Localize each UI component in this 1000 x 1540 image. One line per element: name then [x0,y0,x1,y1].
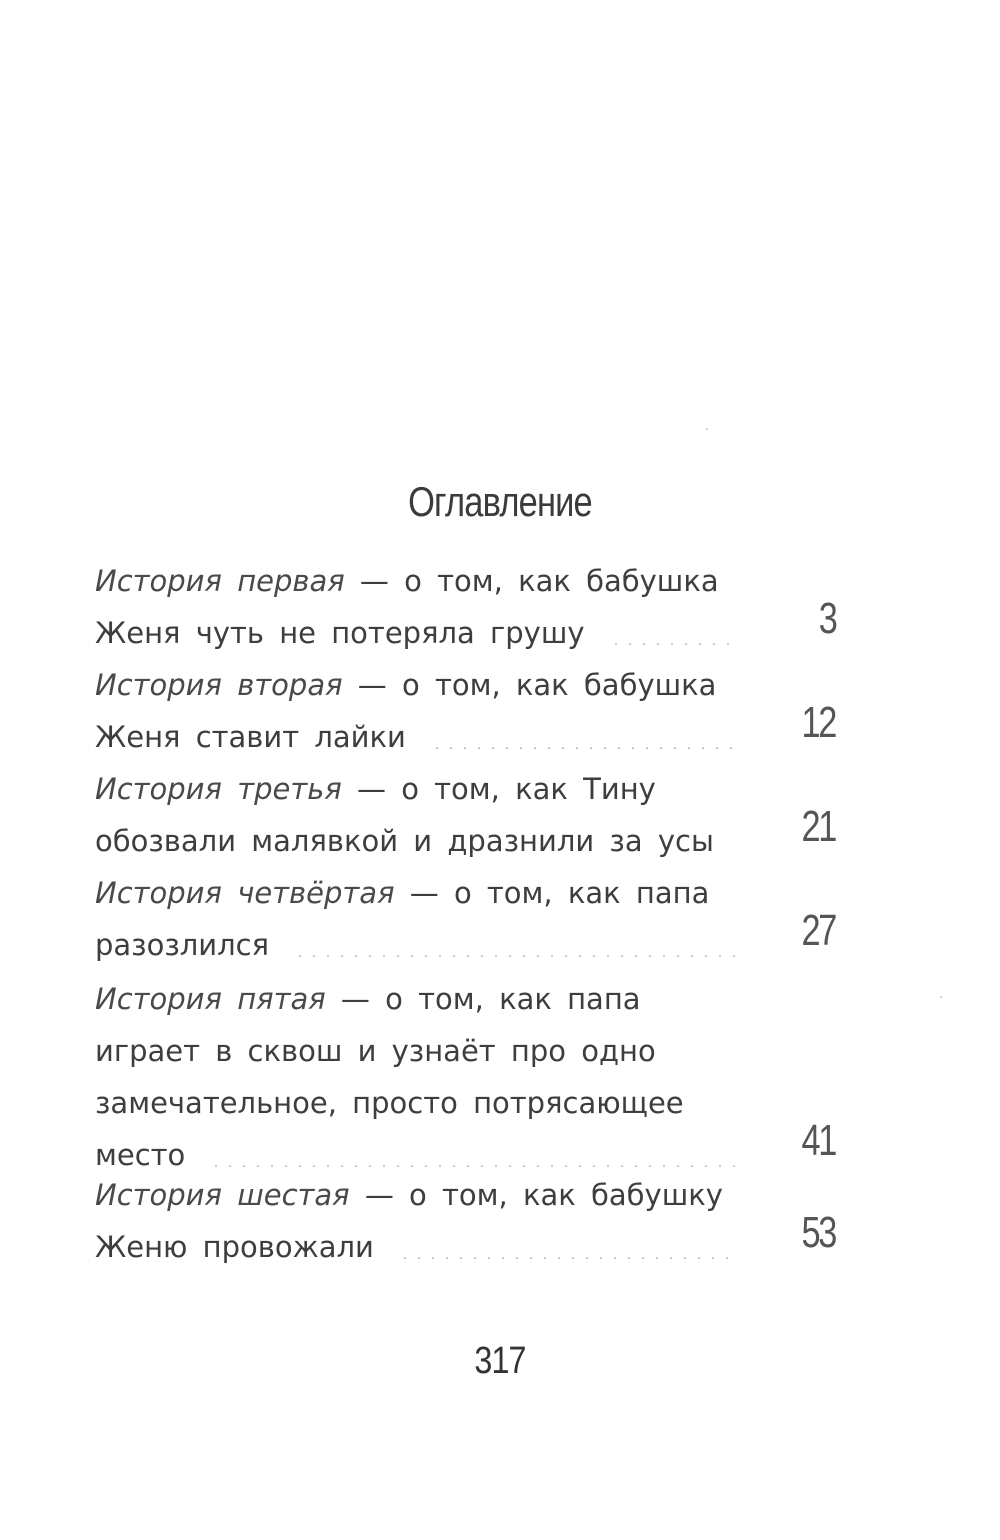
toc-entry[interactable] [95,1172,835,1276]
dot-leader [209,1165,735,1167]
story-description-continued: играет в сквош и узнаёт про одно [95,1034,656,1068]
story-description-continued: замечательное, просто потрясающее [95,1086,684,1120]
page-number: 21 [801,802,835,851]
entry-text-line [95,1028,835,1080]
entry-leader-line [95,906,835,974]
page-number: 3 [818,594,835,643]
story-number: История четвёртая [95,876,395,910]
entry-heading-line [95,662,835,714]
story-number: История пятая [95,982,326,1016]
entry-leader-line [95,594,835,662]
toc-entry[interactable] [95,870,835,974]
story-description: — о том, как бабушка [342,668,717,702]
story-number: История шестая [95,1178,350,1212]
paper-speck [706,428,708,430]
story-description-continued: место [95,1138,186,1172]
entry-heading-line [95,558,835,610]
page-folio-number: 317 [474,1340,526,1382]
story-number: История вторая [95,668,343,702]
story-description: — о том, как бабушка [344,564,719,598]
story-number: История третья [95,772,342,806]
entry-heading-line [95,976,835,1028]
dot-leader [398,1257,735,1259]
page-number: 41 [801,1116,835,1165]
entry-leader-line [95,802,835,870]
story-description: — о том, как папа [325,982,641,1016]
entry-leader-line [95,1208,835,1276]
page-number: 12 [801,698,835,747]
story-description-continued: разозлился [95,928,270,962]
story-description: — о том, как папа [394,876,710,910]
entry-text-line [95,1080,835,1132]
dot-leader [430,747,735,749]
dot-leader [609,643,735,645]
page-number: 53 [801,1208,835,1257]
story-description: — о том, как Тину [341,772,656,806]
entry-heading-line [95,766,835,818]
story-description-continued: Женя чуть не потеряла грушу [95,616,585,650]
story-number: История первая [95,564,345,598]
dot-leader [293,955,735,957]
story-description: — о том, как бабушку [349,1178,723,1212]
entry-heading-line [95,870,835,922]
toc-entry[interactable] [95,766,835,870]
story-description-continued: Женя ставит лайки [95,720,406,754]
toc-entry[interactable] [95,662,835,766]
page-number: 27 [801,906,835,955]
entry-leader-line [95,698,835,766]
paper-speck [940,996,942,998]
toc-entry[interactable] [95,976,835,1184]
entry-heading-line [95,1172,835,1224]
story-description-continued: Женю провожали [95,1230,374,1264]
toc-entry[interactable] [95,558,835,662]
toc-title: Оглавление [408,478,592,525]
story-description-continued: обозвали малявкой и дразнили за усы [95,824,714,858]
